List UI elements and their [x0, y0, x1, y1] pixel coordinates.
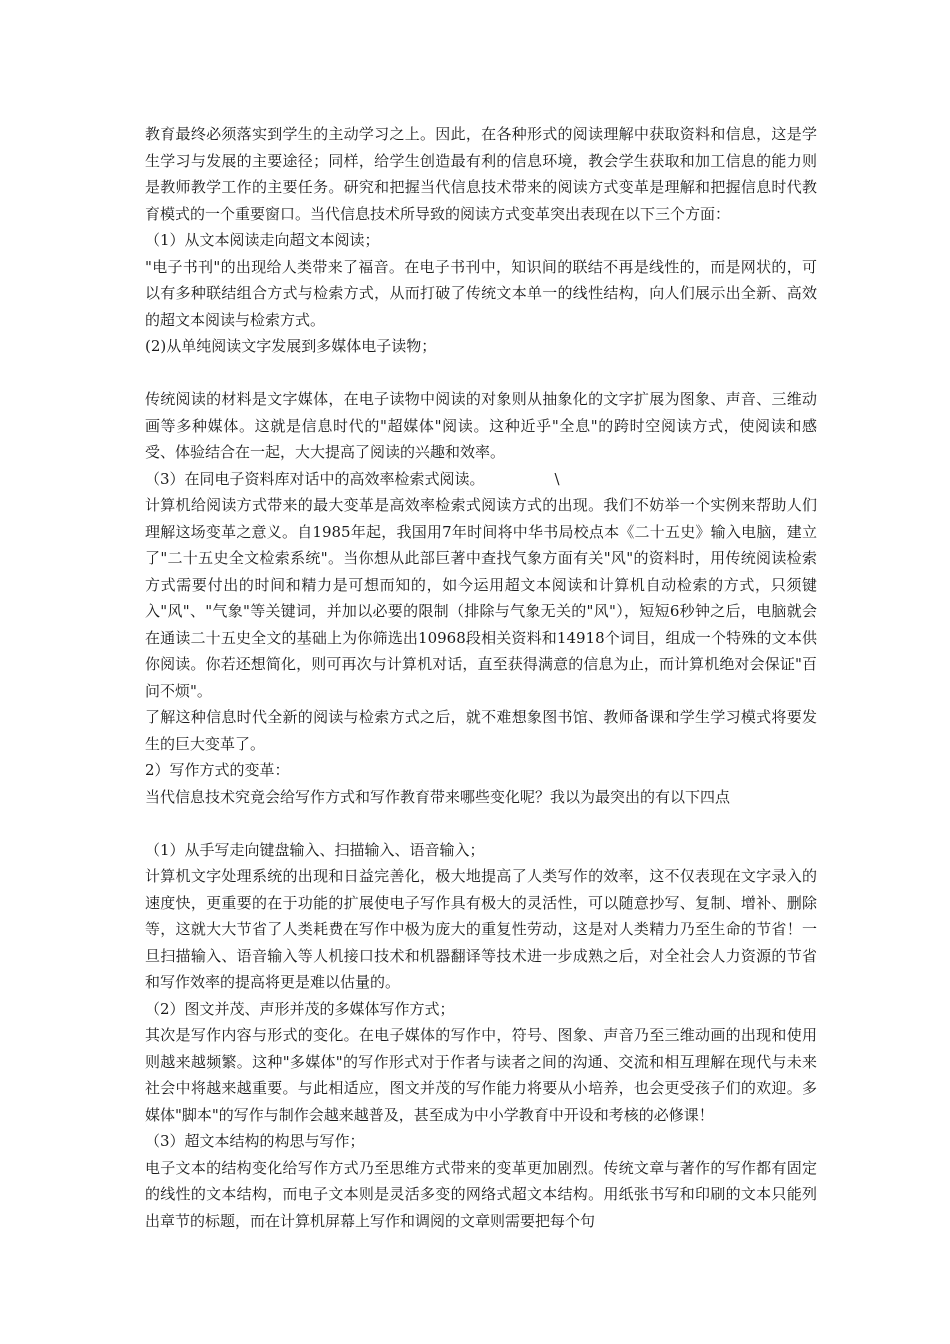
heading-hypertext-reading: （1）从文本阅读走向超文本阅读；	[145, 231, 380, 249]
heading-writing-change: 2）写作方式的变革：	[145, 761, 290, 779]
paragraph-hypertext-structure: 电子文本的结构变化给写作方式乃至思维方式带来的变革更加剧烈。传统文章与著作的写作都有固定的线性的文本结构，而电子文本则是灵活多变的网络式超文本结构。用纸张书写和印刷的文本只能列出章节的标题，而在计算机屏幕上写作和调阅的文章则需要把每个句	[145, 1158, 817, 1230]
stray-mark: \	[554, 469, 560, 488]
heading-multimedia-reading: (2)从单纯阅读文字发展到多媒体电子读物；	[145, 337, 437, 355]
document-page	[145, 121, 817, 1234]
paragraph-hypermedia: 传统阅读的材料是文字媒体，在电子读物中阅读的对象则从抽象化的文字扩展为图象、声音、三维动画等多种媒体。这就是信息时代的"超媒体"阅读。这种近乎"全息"的跨时空阅读方式，使阅读和感受、体验结合在一起，大大提高了阅读的兴趣和效率。	[145, 390, 817, 461]
paragraph-writing-question: 当代信息技术究竟会给写作方式和写作教育带来哪些变化呢？我以为最突出的有以下四点	[145, 787, 731, 806]
paragraph-retrieval-example: 计算机给阅读方式带来的最大变革是高效率检索式阅读方式的出现。我们不妨举一个实例来帮助人们理解这场变革之意义。自1985年起，我国用7年时间将中华书局校点本《二十五史》输入电脑，建立了"二十五史全文检索系统"。当你想从此部巨著中查找气象方面有关"风"的资料时，用传统阅读检索方式需要付出的时间和精力是可想而知的，如今运用超文本阅读和计算机自动检索的方式，只须键入"风"、"气象"等关键词，并加以必要的限制（排除与气象无关的"风"），短短6秒钟之后，电脑就会在通读二十五史全文的基础上为你筛选出10968段相关资料和14918个词目，组成一个特殊的文本供你阅读。你若还想简化，则可再次与计算机对话，直至获得满意的信息为止，而计算机绝对会保证"百问不烦"。	[145, 496, 817, 700]
paragraph-multimedia-writing: 其次是写作内容与形式的变化。在电子媒体的写作中，符号、图象、声音乃至三维动画的出现和使用则越来越频繁。这种"多媒体"的写作形式对于作者与读者之间的沟通、交流和相互理解在现代与未来社会中将越来越重要。与此相适应，图文并茂的写作能力将要从小培养，也会更受孩子们的欢迎。多媒体"脚本"的写作与制作会越来越普及，甚至成为中小学教育中开设和考核的必修课！	[145, 1026, 817, 1124]
paragraph-intro: 教育最终必须落实到学生的主动学习之上。因此，在各种形式的阅读理解中获取资料和信息，这是学生学习与发展的主要途径；同样，给学生创造最有利的信息环境，教会学生获取和加工信息的能力则是教师教学工作的主要任务。研究和把握当代信息技术带来的阅读方式变革是理解和把握信息时代教育模式的一个重要窗口。当代信息技术所导致的阅读方式变革突出表现在以下三个方面：	[145, 125, 817, 223]
heading-multimedia-writing: （2）图文并茂、声形并茂的多媒体写作方式；	[145, 999, 455, 1018]
heading-input-methods: （1）从手写走向键盘输入、扫描输入、语音输入；	[145, 840, 485, 859]
blank-line	[145, 810, 817, 837]
heading-hypertext-writing: （3）超文本结构的构思与写作；	[145, 1132, 365, 1150]
paragraph-word-processing: 计算机文字处理系统的出现和日益完善化，极大地提高了人类写作的效率，这不仅表现在文字录入的速度快，更重要的在于功能的扩展使电子写作具有极大的灵活性，可以随意抄写、复制、增补、删除等，这就大大节省了人类耗费在写作中极为庞大的重复性劳动，这是对人类精力乃至生命的节省！一旦扫描输入、语音输入等人机接口技术和机器翻译等技术进一步成熟之后，对全社会人力资源的节省和写作效率的提高将更是难以估量的。	[145, 867, 817, 991]
heading-retrieval-reading	[145, 466, 817, 493]
paragraph-ebooks: "电子书刊"的出现给人类带来了福音。在电子书刊中，知识间的联结不再是线性的，而是网状的，可以有多种联结组合方式与检索方式，从而打破了传统文本单一的线性结构，向人们展示出全新、高效的超文本阅读与检索方式。	[145, 257, 817, 329]
paragraph-library-change: 了解这种信息时代全新的阅读与检索方式之后，就不难想象图书馆、教师备课和学生学习模式将要发生的巨大变革了。	[145, 708, 817, 753]
heading-retrieval-reading-text: （3）在同电子资料库对话中的高效率检索式阅读。	[145, 469, 485, 488]
blank-line	[145, 360, 817, 387]
